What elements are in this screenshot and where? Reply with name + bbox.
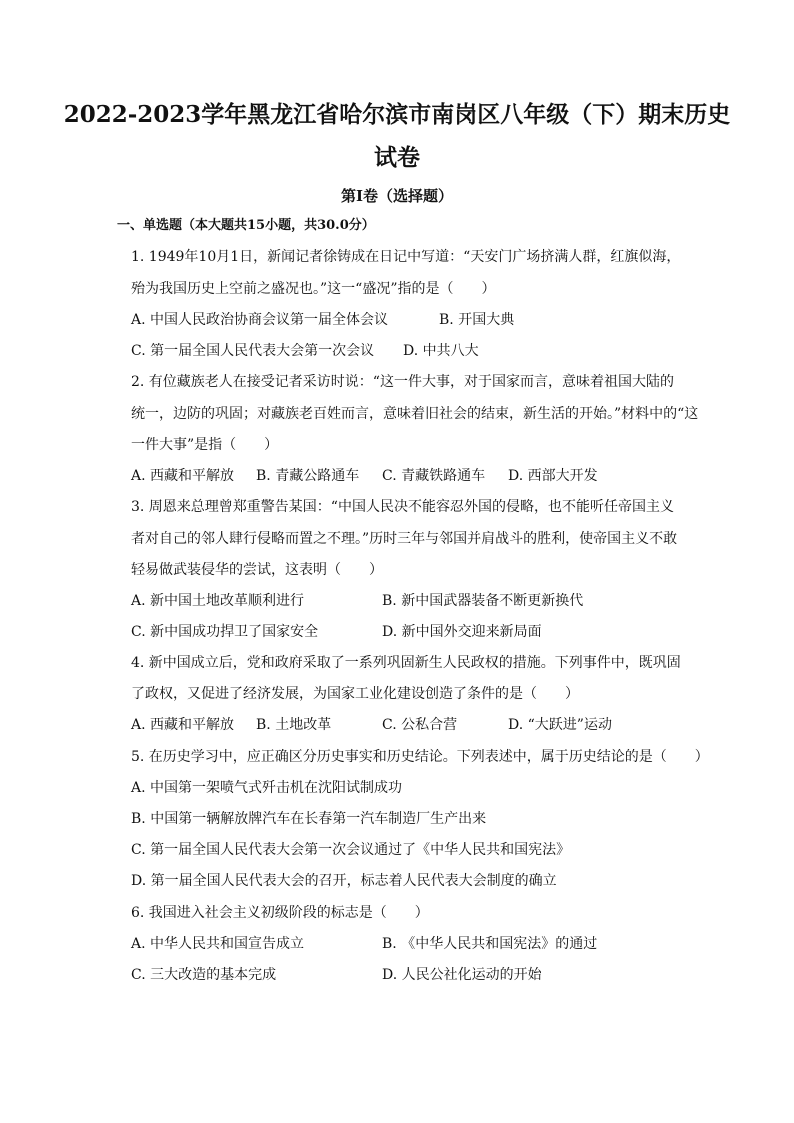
question-text-line: 殆为我国历史上空前之盛况也。”这一“盛况”指的是（ ） <box>131 281 496 297</box>
option-b: B. 开国大典 <box>439 312 515 328</box>
option-b: B. 土地改革 <box>256 717 332 733</box>
option-d: D. 新中国外交迎来新局面 <box>382 624 542 640</box>
question-text-line: 5. 在历史学习中，应正确区分历史事实和历史结论。下列表述中，属于历史结论的是（ ） <box>131 749 709 765</box>
option-d: D. 西部大开发 <box>508 468 598 484</box>
option-a: A. 西藏和平解放 <box>131 717 235 733</box>
option-b: B. 中国第一辆解放牌汽车在长春第一汽车制造厂生产出来 <box>131 811 487 827</box>
option-d: D. 第一届全国人民代表大会的召开，标志着人民代表大会制度的确立 <box>131 873 557 889</box>
exam-title-line-1: 2022-2023学年黑龙江省哈尔滨市南岗区八年级（下）期末历史 <box>63 101 731 128</box>
option-a: A. 新中国土地改革顺利进行 <box>131 593 305 609</box>
question-text-line: 6. 我国进入社会主义初级阶段的标志是（ ） <box>131 905 429 921</box>
option-c: C. 第一届全国人民代表大会第一次会议通过了《中华人民共和国宪法》 <box>131 842 571 858</box>
option-c: C. 三大改造的基本完成 <box>131 967 277 983</box>
exam-title-line-2: 试卷 <box>374 144 420 171</box>
section-heading: 一、单选题（本大题共15小题，共30.0分） <box>117 218 375 233</box>
option-b: B. 青藏公路通车 <box>256 468 360 484</box>
option-d: D. 人民公社化运动的开始 <box>382 967 542 983</box>
part-heading: 第I卷（选择题） <box>340 187 454 205</box>
option-b: B. 新中国武器装备不断更新换代 <box>382 593 584 609</box>
question-text-line: 3. 周恩来总理曾郑重警告某国：“中国人民决不能容忍外国的侵略，也不能听任帝国主义 <box>131 499 674 515</box>
question-text-line: 4. 新中国成立后，党和政府采取了一系列巩固新生人民政权的措施。下列事件中，既巩固 <box>131 655 681 671</box>
option-c: C. 公私合营 <box>382 717 458 733</box>
option-d: D. 中共八大 <box>403 343 479 359</box>
question-text-line: 者对自己的邻人肆行侵略而置之不理。”历时三年与邻国并肩战斗的胜利，使帝国主义不敢 <box>131 531 678 547</box>
option-a: A. 中国人民政治协商会议第一届全体会议 <box>131 312 389 328</box>
option-c: C. 新中国成功捍卫了国家安全 <box>131 624 319 640</box>
question-text-line: 2. 有位藏族老人在接受记者采访时说：“这一件大事，对于国家而言，意味着祖国大陆的 <box>131 374 674 390</box>
option-b: B. 《中华人民共和国宪法》的通过 <box>382 936 598 952</box>
question-text-line: 了政权，又促进了经济发展，为国家工业化建设创造了条件的是（ ） <box>131 686 579 702</box>
option-a: A. 西藏和平解放 <box>131 468 235 484</box>
question-text-line: 一件大事”是指（ ） <box>131 437 279 453</box>
option-c: C. 青藏铁路通车 <box>382 468 486 484</box>
question-text-line: 统一，边防的巩固；对藏族老百姓而言，意味着旧社会的结束，新生活的开始。”材料中的“这 <box>131 406 699 422</box>
option-d: D. “大跃进”运动 <box>508 717 612 733</box>
question-text-line: 轻易做武装侵华的尝试，这表明（ ） <box>131 562 383 578</box>
question-text-line: 1. 1949年10月1日，新闻记者徐铸成在日记中写道：“天安门广场挤满人群，红旗似海， <box>131 249 681 265</box>
option-c: C. 第一届全国人民代表大会第一次会议 <box>131 343 375 359</box>
option-a: A. 中华人民共和国宣告成立 <box>131 936 305 952</box>
option-a: A. 中国第一架喷气式歼击机在沈阳试制成功 <box>131 780 403 796</box>
